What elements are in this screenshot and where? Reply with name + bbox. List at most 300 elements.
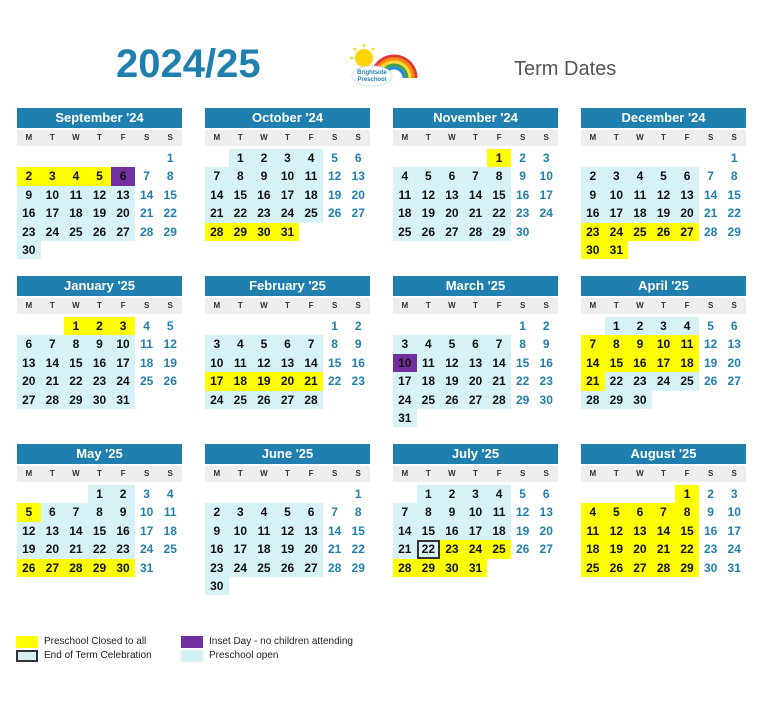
weekday-label: M <box>213 469 221 478</box>
day-cell: 31 <box>605 241 629 259</box>
preschool-logo <box>350 44 418 88</box>
day-cell: 16 <box>699 522 723 540</box>
day-cell: 19 <box>276 540 300 558</box>
day-cell: 7 <box>393 503 417 521</box>
weekday-label: W <box>448 301 456 310</box>
weekday-label: W <box>448 469 456 478</box>
day-cell: 26 <box>440 391 464 409</box>
day-cell: 30 <box>511 223 535 241</box>
day-cell: 13 <box>41 522 65 540</box>
empty-cell <box>417 317 441 335</box>
day-cell: 29 <box>158 223 182 241</box>
weekday-label: T <box>49 133 55 142</box>
day-cell: 31 <box>722 559 746 577</box>
day-cell: 20 <box>534 522 558 540</box>
day-cell: 2 <box>511 149 535 167</box>
day-cell: 30 <box>111 559 135 577</box>
day-cell: 4 <box>135 317 159 335</box>
day-cell: 8 <box>323 335 347 353</box>
day-cell: 14 <box>652 522 676 540</box>
day-cell: 1 <box>722 149 746 167</box>
day-cell: 23 <box>699 540 723 558</box>
day-cell: 2 <box>88 317 112 335</box>
day-cell: 30 <box>628 391 652 409</box>
empty-cell <box>276 317 300 335</box>
day-cell: 9 <box>581 186 605 204</box>
day-cell: 13 <box>534 503 558 521</box>
weekday-label: S <box>731 133 737 142</box>
weekday-label: T <box>97 133 102 142</box>
month-title: June '25 <box>205 444 370 464</box>
day-cell: 5 <box>511 485 535 503</box>
day-cell: 26 <box>652 223 676 241</box>
day-cell: 3 <box>393 335 417 353</box>
day-cell: 19 <box>252 372 276 390</box>
weekday-label: S <box>355 469 361 478</box>
month-0 <box>17 108 182 259</box>
day-cell: 4 <box>417 335 441 353</box>
day-cell: 28 <box>323 559 347 577</box>
day-cell: 29 <box>511 391 535 409</box>
day-cell: 23 <box>511 204 535 222</box>
day-cell: 5 <box>276 503 300 521</box>
day-cell: 9 <box>17 186 41 204</box>
day-cell: 28 <box>652 559 676 577</box>
day-cell: 12 <box>88 186 112 204</box>
month-title: December '24 <box>581 108 746 128</box>
day-grid <box>581 485 746 577</box>
day-cell: 10 <box>229 522 253 540</box>
weekday-header <box>205 130 370 146</box>
weekday-label: T <box>425 133 431 142</box>
month-8 <box>17 444 182 577</box>
day-cell: 30 <box>252 223 276 241</box>
day-cell: 22 <box>158 204 182 222</box>
day-cell: 1 <box>511 317 535 335</box>
weekday-label: S <box>355 133 361 142</box>
day-cell: 26 <box>511 540 535 558</box>
day-cell: 6 <box>41 503 65 521</box>
day-grid <box>393 317 558 427</box>
day-cell: 30 <box>205 577 229 595</box>
day-cell: 15 <box>229 186 253 204</box>
day-cell: 26 <box>605 559 629 577</box>
empty-cell <box>628 485 652 503</box>
day-cell: 17 <box>135 522 159 540</box>
day-grid <box>205 485 370 595</box>
weekday-label: W <box>260 133 268 142</box>
day-cell: 11 <box>252 522 276 540</box>
day-cell: 14 <box>464 186 488 204</box>
day-cell: 30 <box>581 241 605 259</box>
empty-cell <box>628 149 652 167</box>
day-cell: 10 <box>41 186 65 204</box>
day-cell: 25 <box>299 204 323 222</box>
day-cell: 18 <box>581 540 605 558</box>
day-cell: 11 <box>393 186 417 204</box>
empty-cell <box>393 317 417 335</box>
month-1 <box>205 108 370 241</box>
day-cell: 16 <box>346 354 370 372</box>
day-cell: 11 <box>417 354 441 372</box>
month-title: August '25 <box>581 444 746 464</box>
day-cell: 2 <box>699 485 723 503</box>
day-cell: 18 <box>417 372 441 390</box>
day-cell: 27 <box>111 223 135 241</box>
weekday-header <box>581 298 746 314</box>
day-cell: 21 <box>393 540 417 558</box>
day-cell: 12 <box>323 167 347 185</box>
day-cell: 15 <box>511 354 535 372</box>
day-cell: 23 <box>17 223 41 241</box>
day-cell: 18 <box>628 204 652 222</box>
day-cell: 11 <box>581 522 605 540</box>
day-cell: 24 <box>276 204 300 222</box>
day-cell: 15 <box>346 522 370 540</box>
day-cell: 9 <box>111 503 135 521</box>
day-cell: 20 <box>17 372 41 390</box>
day-cell: 8 <box>417 503 441 521</box>
weekday-label: S <box>355 301 361 310</box>
day-cell: 28 <box>393 559 417 577</box>
day-cell: 7 <box>323 503 347 521</box>
day-cell: 27 <box>534 540 558 558</box>
weekday-label: T <box>661 301 666 310</box>
weekday-label: T <box>237 133 243 142</box>
day-cell: 8 <box>64 335 88 353</box>
day-cell: 24 <box>464 540 488 558</box>
day-cell: 5 <box>158 317 182 335</box>
legend-celebration-swatch <box>16 650 38 662</box>
empty-cell <box>229 317 253 335</box>
day-cell: 7 <box>299 335 323 353</box>
day-cell: 14 <box>487 354 511 372</box>
weekday-label: T <box>425 301 431 310</box>
day-cell: 21 <box>299 372 323 390</box>
day-cell: 24 <box>393 391 417 409</box>
page-subtitle: Term Dates <box>514 58 617 80</box>
weekday-label: S <box>543 301 549 310</box>
empty-cell <box>652 485 676 503</box>
day-cell: 1 <box>229 149 253 167</box>
day-cell: 11 <box>158 503 182 521</box>
empty-cell <box>64 149 88 167</box>
day-cell: 26 <box>158 372 182 390</box>
day-cell: 29 <box>605 391 629 409</box>
weekday-header <box>393 466 558 482</box>
day-cell: 12 <box>605 522 629 540</box>
weekday-label: T <box>613 133 619 142</box>
empty-cell <box>605 149 629 167</box>
weekday-label: W <box>636 133 644 142</box>
empty-cell <box>487 317 511 335</box>
day-cell: 9 <box>511 167 535 185</box>
day-cell: 16 <box>205 540 229 558</box>
day-cell: 9 <box>88 335 112 353</box>
day-cell: 31 <box>111 391 135 409</box>
day-grid <box>393 149 558 241</box>
weekday-header <box>205 466 370 482</box>
day-cell: 10 <box>722 503 746 521</box>
day-cell: 2 <box>581 167 605 185</box>
day-cell: 17 <box>229 540 253 558</box>
day-cell: 6 <box>346 149 370 167</box>
day-cell: 19 <box>511 522 535 540</box>
day-cell: 9 <box>534 335 558 353</box>
weekday-label: S <box>143 301 150 310</box>
day-cell: 27 <box>41 559 65 577</box>
day-cell: 13 <box>722 335 746 353</box>
weekday-label: F <box>308 301 314 310</box>
day-cell: 9 <box>252 167 276 185</box>
weekday-label: T <box>613 301 619 310</box>
day-cell: 22 <box>346 540 370 558</box>
day-cell: 20 <box>440 204 464 222</box>
day-cell: 21 <box>652 540 676 558</box>
day-cell: 3 <box>722 485 746 503</box>
day-cell: 3 <box>464 485 488 503</box>
legend-inset <box>181 636 381 650</box>
day-cell: 1 <box>64 317 88 335</box>
day-cell: 2 <box>534 317 558 335</box>
day-cell: 13 <box>111 186 135 204</box>
day-cell: 4 <box>487 485 511 503</box>
day-cell: 13 <box>675 186 699 204</box>
day-cell: 7 <box>464 167 488 185</box>
day-cell: 6 <box>17 335 41 353</box>
weekday-label: T <box>49 469 55 478</box>
day-cell: 26 <box>699 372 723 390</box>
month-2 <box>393 108 558 241</box>
day-cell: 14 <box>135 186 159 204</box>
legend-closed-label: Preschool Closed to all <box>44 636 147 647</box>
day-cell: 15 <box>88 522 112 540</box>
day-cell: 17 <box>534 186 558 204</box>
day-cell: 5 <box>440 335 464 353</box>
day-cell: 6 <box>722 317 746 335</box>
day-cell: 15 <box>64 354 88 372</box>
legend-celebration <box>16 650 176 664</box>
month-11 <box>581 444 746 577</box>
day-cell: 4 <box>158 485 182 503</box>
day-cell: 17 <box>605 204 629 222</box>
day-cell: 25 <box>135 372 159 390</box>
day-cell: 28 <box>64 559 88 577</box>
empty-cell <box>440 149 464 167</box>
day-cell: 13 <box>346 167 370 185</box>
empty-cell <box>464 149 488 167</box>
legend-open <box>181 650 341 664</box>
weekday-label: F <box>120 469 126 478</box>
weekday-label: M <box>401 133 409 142</box>
day-cell: 1 <box>417 485 441 503</box>
day-cell: 2 <box>205 503 229 521</box>
day-cell: 22 <box>487 204 511 222</box>
day-cell: 3 <box>534 149 558 167</box>
day-cell: 12 <box>417 186 441 204</box>
empty-cell <box>605 485 629 503</box>
empty-cell <box>393 485 417 503</box>
weekday-label: T <box>473 301 478 310</box>
empty-cell <box>17 317 41 335</box>
day-cell: 9 <box>699 503 723 521</box>
day-cell: 18 <box>393 204 417 222</box>
month-title: April '25 <box>581 276 746 296</box>
weekday-label: T <box>661 133 666 142</box>
day-cell: 6 <box>534 485 558 503</box>
day-cell: 29 <box>64 391 88 409</box>
day-cell: 13 <box>464 354 488 372</box>
weekday-label: M <box>589 469 597 478</box>
weekday-label: S <box>331 469 338 478</box>
day-cell: 3 <box>135 485 159 503</box>
day-cell: 8 <box>511 335 535 353</box>
day-cell: 27 <box>17 391 41 409</box>
weekday-label: T <box>425 469 431 478</box>
day-cell: 19 <box>323 186 347 204</box>
weekday-label: S <box>543 469 549 478</box>
weekday-label: W <box>636 469 644 478</box>
month-title: July '25 <box>393 444 558 464</box>
weekday-label: S <box>707 469 714 478</box>
day-cell: 7 <box>652 503 676 521</box>
day-cell: 24 <box>722 540 746 558</box>
day-cell: 14 <box>393 522 417 540</box>
day-cell: 24 <box>605 223 629 241</box>
day-cell: 23 <box>205 559 229 577</box>
empty-cell <box>205 317 229 335</box>
weekday-label: S <box>331 133 338 142</box>
day-cell: 9 <box>205 522 229 540</box>
day-cell: 7 <box>135 167 159 185</box>
day-cell: 28 <box>699 223 723 241</box>
month-9 <box>205 444 370 595</box>
day-cell: 17 <box>276 186 300 204</box>
day-cell: 24 <box>534 204 558 222</box>
day-cell: 3 <box>276 149 300 167</box>
day-cell: 12 <box>252 354 276 372</box>
weekday-label: T <box>285 469 290 478</box>
day-cell: 23 <box>628 372 652 390</box>
day-cell: 15 <box>487 186 511 204</box>
day-cell: 7 <box>581 335 605 353</box>
day-cell: 11 <box>628 186 652 204</box>
day-cell: 30 <box>17 241 41 259</box>
day-cell: 19 <box>88 204 112 222</box>
legend-closed <box>16 636 176 650</box>
day-cell: 22 <box>511 372 535 390</box>
day-cell: 20 <box>299 540 323 558</box>
month-6 <box>393 276 558 427</box>
day-cell: 5 <box>17 503 41 521</box>
month-7 <box>581 276 746 409</box>
day-cell: 20 <box>41 540 65 558</box>
weekday-header <box>17 466 182 482</box>
day-cell: 25 <box>64 223 88 241</box>
empty-cell <box>581 149 605 167</box>
weekday-label: F <box>496 301 502 310</box>
empty-cell <box>581 485 605 503</box>
day-cell: 25 <box>229 391 253 409</box>
empty-cell <box>41 485 65 503</box>
day-cell: 10 <box>111 335 135 353</box>
day-cell: 11 <box>135 335 159 353</box>
day-cell: 28 <box>205 223 229 241</box>
day-cell: 30 <box>534 391 558 409</box>
day-cell: 26 <box>17 559 41 577</box>
day-cell: 21 <box>699 204 723 222</box>
empty-cell <box>229 485 253 503</box>
day-cell: 30 <box>699 559 723 577</box>
day-cell: 10 <box>276 167 300 185</box>
day-cell: 19 <box>652 204 676 222</box>
day-cell: 23 <box>534 372 558 390</box>
day-cell: 5 <box>252 335 276 353</box>
day-cell: 29 <box>88 559 112 577</box>
day-cell: 24 <box>205 391 229 409</box>
day-cell: 17 <box>464 522 488 540</box>
weekday-label: T <box>49 301 55 310</box>
day-cell: 4 <box>628 167 652 185</box>
day-cell: 24 <box>41 223 65 241</box>
weekday-label: F <box>120 133 126 142</box>
day-cell: 16 <box>581 204 605 222</box>
day-cell: 29 <box>675 559 699 577</box>
day-cell: 13 <box>628 522 652 540</box>
day-cell: 17 <box>205 372 229 390</box>
day-cell: 28 <box>299 391 323 409</box>
day-cell: 25 <box>628 223 652 241</box>
day-cell: 6 <box>276 335 300 353</box>
day-cell: 7 <box>64 503 88 521</box>
day-cell: 10 <box>205 354 229 372</box>
day-cell: 2 <box>111 485 135 503</box>
day-grid <box>581 149 746 259</box>
month-title: October '24 <box>205 108 370 128</box>
day-cell: 18 <box>487 522 511 540</box>
empty-cell <box>17 485 41 503</box>
weekday-header <box>581 130 746 146</box>
logo-text-line2: Preschool <box>357 77 387 83</box>
weekday-label: S <box>731 301 737 310</box>
day-cell: 13 <box>299 522 323 540</box>
month-3 <box>581 108 746 259</box>
day-cell: 27 <box>276 391 300 409</box>
weekday-label: T <box>661 469 666 478</box>
day-cell: 11 <box>64 186 88 204</box>
day-cell: 1 <box>158 149 182 167</box>
weekday-header <box>393 130 558 146</box>
weekday-label: M <box>25 301 33 310</box>
day-cell: 8 <box>722 167 746 185</box>
day-cell: 29 <box>229 223 253 241</box>
day-cell: 16 <box>628 354 652 372</box>
empty-cell <box>652 149 676 167</box>
day-cell: 4 <box>393 167 417 185</box>
day-cell: 28 <box>135 223 159 241</box>
day-cell: 3 <box>229 503 253 521</box>
day-cell: 14 <box>205 186 229 204</box>
weekday-label: S <box>543 133 549 142</box>
empty-cell <box>675 149 699 167</box>
empty-cell <box>252 317 276 335</box>
day-cell: 14 <box>581 354 605 372</box>
day-cell: 12 <box>511 503 535 521</box>
empty-cell <box>299 485 323 503</box>
weekday-label: F <box>308 469 314 478</box>
empty-cell <box>88 149 112 167</box>
day-cell: 30 <box>440 559 464 577</box>
